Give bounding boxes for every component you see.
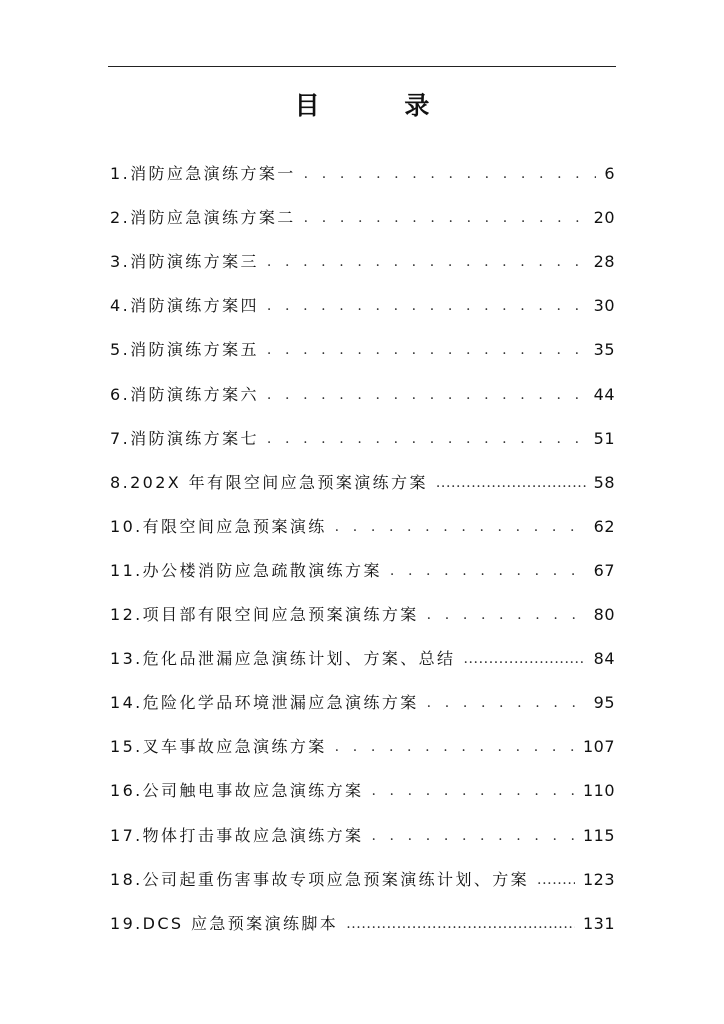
toc-entry-leader bbox=[463, 644, 585, 674]
toc-entry-page: 20 bbox=[593, 208, 615, 228]
toc-entry-label: 12.项目部有限空间应急预案演练方案 bbox=[110, 605, 419, 625]
toc-entry-label: 16.公司触电事故应急演练方案 bbox=[110, 781, 364, 801]
toc-entry-leader bbox=[335, 512, 586, 542]
toc-entry[interactable] bbox=[110, 586, 615, 630]
toc-entry-page: 123 bbox=[582, 869, 615, 889]
toc-entry[interactable] bbox=[110, 498, 615, 542]
toc-entry[interactable] bbox=[110, 321, 615, 365]
toc-entry-leader bbox=[346, 909, 575, 939]
toc-entry-label: 8.202X 年有限空间应急预案演练方案 bbox=[110, 472, 428, 492]
toc-entry-page: 62 bbox=[593, 516, 615, 536]
toc-entry[interactable] bbox=[110, 542, 615, 586]
toc-entry-page: 110 bbox=[582, 781, 615, 801]
toc-entry-label: 4.消防演练方案四 bbox=[110, 296, 259, 316]
toc-entry[interactable] bbox=[110, 189, 615, 233]
toc-entry-label: 7.消防演练方案七 bbox=[110, 428, 259, 448]
toc-entry-leader bbox=[267, 380, 586, 410]
toc-entry[interactable] bbox=[110, 762, 615, 806]
toc-entry-label: 5.消防演练方案五 bbox=[110, 340, 259, 360]
toc-entry-leader bbox=[427, 600, 586, 630]
toc-entry-page: 107 bbox=[582, 737, 615, 757]
toc-entry-page: 35 bbox=[593, 340, 615, 360]
toc-entry[interactable] bbox=[110, 233, 615, 277]
toc-entry[interactable] bbox=[110, 806, 615, 850]
toc-entry-label: 11.办公楼消防应急疏散演练方案 bbox=[110, 560, 382, 580]
toc-entry[interactable] bbox=[110, 851, 615, 895]
toc-entry-page: 95 bbox=[593, 693, 615, 713]
toc-entry[interactable] bbox=[110, 410, 615, 454]
toc-entry-label: 1.消防应急演练方案一 bbox=[110, 164, 296, 184]
toc-entry-page: 58 bbox=[593, 472, 615, 492]
toc-entry-label: 2.消防应急演练方案二 bbox=[110, 208, 296, 228]
toc-title: 目 录 bbox=[294, 91, 468, 120]
toc-entry-label: 19.DCS 应急预案演练脚本 bbox=[110, 913, 339, 933]
toc-entry-label: 3.消防演练方案三 bbox=[110, 252, 259, 272]
toc-entry-label: 18.公司起重伤害事故专项应急预案演练计划、方案 bbox=[110, 869, 530, 889]
toc-entry-page: 67 bbox=[593, 560, 615, 580]
toc-entry-leader bbox=[267, 424, 586, 454]
toc-entry-leader bbox=[371, 776, 575, 806]
toc-entry-leader bbox=[267, 291, 586, 321]
toc-entry-page: 84 bbox=[593, 649, 615, 669]
toc-list bbox=[110, 145, 615, 939]
toc-entry-label: 17.物体打击事故应急演练方案 bbox=[110, 825, 364, 845]
toc-entry-page: 44 bbox=[593, 384, 615, 404]
toc-entry-leader bbox=[267, 335, 586, 365]
toc-entry[interactable] bbox=[110, 365, 615, 409]
toc-entry[interactable] bbox=[110, 718, 615, 762]
toc-entry-leader bbox=[390, 556, 586, 586]
toc-entry-page: 115 bbox=[582, 825, 615, 845]
toc-entry-leader bbox=[436, 468, 586, 498]
toc-entry[interactable] bbox=[110, 630, 615, 674]
top-rule bbox=[108, 66, 616, 67]
toc-entry-page: 30 bbox=[593, 296, 615, 316]
toc-entry-page: 80 bbox=[593, 605, 615, 625]
toc-entry-page: 51 bbox=[593, 428, 615, 448]
toc-entry-page: 131 bbox=[582, 913, 615, 933]
toc-entry-label: 13.危化品泄漏应急演练计划、方案、总结 bbox=[110, 649, 456, 669]
toc-entry-leader bbox=[304, 203, 586, 233]
toc-entry-label: 10.有限空间应急预案演练 bbox=[110, 516, 327, 536]
toc-entry-leader bbox=[371, 821, 575, 851]
toc-entry-label: 15.叉车事故应急演练方案 bbox=[110, 737, 327, 757]
toc-entry[interactable] bbox=[110, 145, 615, 189]
toc-entry-page: 6 bbox=[604, 164, 615, 184]
toc-entry[interactable] bbox=[110, 674, 615, 718]
toc-entry-label: 6.消防演练方案六 bbox=[110, 384, 259, 404]
toc-entry-leader bbox=[537, 865, 575, 895]
toc-entry-label: 14.危险化学品环境泄漏应急演练方案 bbox=[110, 693, 419, 713]
toc-entry-leader bbox=[335, 732, 575, 762]
toc-entry[interactable] bbox=[110, 895, 615, 939]
toc-entry[interactable] bbox=[110, 454, 615, 498]
toc-entry[interactable] bbox=[110, 277, 615, 321]
toc-entry-leader bbox=[267, 247, 586, 277]
toc-entry-leader bbox=[427, 688, 586, 718]
toc-entry-page: 28 bbox=[593, 252, 615, 272]
toc-entry-leader bbox=[304, 159, 597, 189]
